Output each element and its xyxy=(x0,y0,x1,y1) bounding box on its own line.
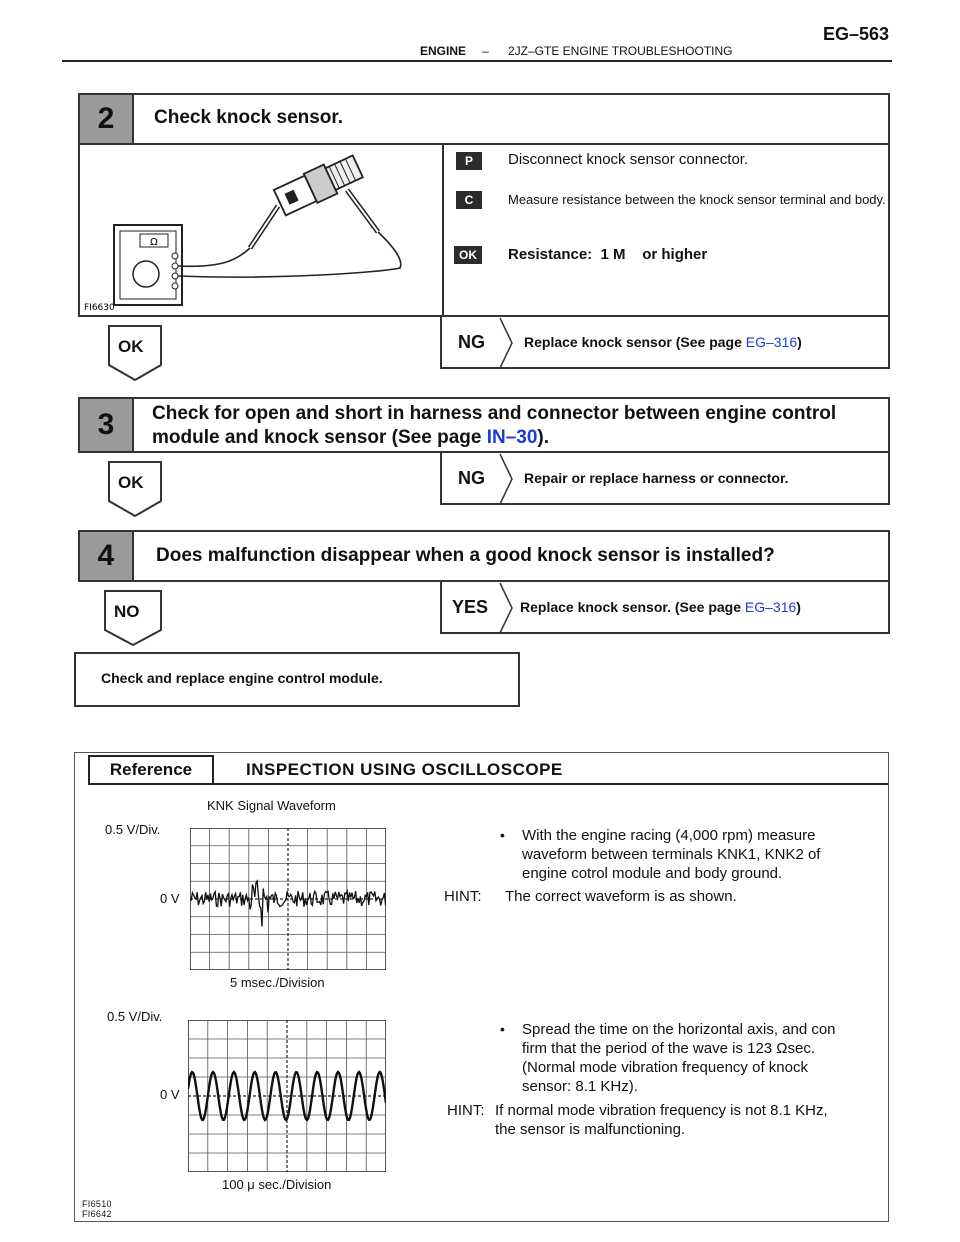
step4-no-tag: NO xyxy=(114,602,140,621)
step3-ng-action: Repair or replace harness or connector. xyxy=(524,470,789,486)
hint-1-label: HINT: xyxy=(444,888,482,905)
bullet-2-line2: firm that the period of the wave is 123 Ωsec. xyxy=(522,1040,816,1057)
page-number: EG–563 xyxy=(823,24,890,44)
bullet-1-line1: With the engine racing (4,000 rpm) measure xyxy=(522,827,816,844)
bullet-2-line4: sensor: 8.1 KHz). xyxy=(522,1078,638,1095)
hint-2-label: HINT: xyxy=(447,1102,485,1119)
bullet-2-line1: Spread the time on the horizontal axis, and con xyxy=(522,1021,836,1038)
osc1-zero-label: 0 V xyxy=(160,891,180,906)
oscilloscope-2 xyxy=(188,1020,386,1172)
reference-title: INSPECTION USING OSCILLOSCOPE xyxy=(246,760,563,779)
resistance-spec: Resistance: 1 M or higher xyxy=(508,246,708,263)
step-number-3: 3 xyxy=(78,397,134,453)
knock-sensor-ohmmeter-diagram xyxy=(82,150,437,313)
hint-2-line2: the sensor is malfunctioning. xyxy=(495,1121,686,1138)
hint-1-text: The correct waveform is as shown. xyxy=(505,888,737,905)
step4-yes-action: Replace knock sensor. (See page EG–316) xyxy=(520,599,801,615)
final-action-text: Check and replace engine control module. xyxy=(101,670,383,686)
check-icon: C xyxy=(456,191,482,209)
waveform-title: KNK Signal Waveform xyxy=(207,798,336,813)
step3-title-line2: module and knock sensor (See page IN–30). xyxy=(152,427,550,448)
oscilloscope-1 xyxy=(190,828,386,970)
hint-2-line1: If normal mode vibration frequency is not 8.1 KHz, xyxy=(495,1102,828,1119)
header-dash: – xyxy=(482,44,489,58)
link-eg-316[interactable]: EG–316 xyxy=(745,334,798,350)
step2-ok-tag: OK xyxy=(118,337,144,356)
step2-ng-action: Replace knock sensor (See page EG–316) xyxy=(524,334,802,350)
bullet-1-line2: waveform between terminals KNK1, KNK2 of xyxy=(522,846,821,863)
link-eg-316-b[interactable]: EG–316 xyxy=(744,599,797,615)
step-number-4: 4 xyxy=(78,530,134,582)
step2-ng-tag: NG xyxy=(458,332,485,352)
header-subtitle: 2JZ–GTE ENGINE TROUBLESHOOTING xyxy=(508,44,733,58)
header-section: ENGINE xyxy=(420,44,467,58)
step2-divider xyxy=(442,145,444,317)
step3-ng-tag: NG xyxy=(458,468,485,488)
link-in-30[interactable]: IN–30 xyxy=(486,427,538,448)
header-rule xyxy=(62,60,892,62)
osc1-time-label: 5 msec./Division xyxy=(230,975,325,990)
bullet-2-line3: (Normal mode vibration frequency of knock xyxy=(522,1059,808,1076)
osc2-vdiv-label: 0.5 V/Div. xyxy=(107,1009,163,1024)
reference-rule xyxy=(214,783,888,785)
osc2-time-label: 100 μ sec./Division xyxy=(222,1177,332,1192)
figure-id-fi6630: FI6630 xyxy=(84,303,115,313)
figure-id-fi6510: FI6510 xyxy=(82,1199,112,1209)
figure-id-fi6642: FI6642 xyxy=(82,1209,112,1219)
step2-title: Check knock sensor. xyxy=(154,107,344,128)
step4-title: Does malfunction disappear when a good knock sensor is installed? xyxy=(156,545,775,566)
step3-ok-tag: OK xyxy=(118,473,144,492)
reference-tag: Reference xyxy=(88,755,214,785)
step3-title-line1: Check for open and short in harness and connector between engine control xyxy=(152,403,837,424)
osc1-vdiv-label: 0.5 V/Div. xyxy=(105,822,161,837)
bullet-1-line3: engine cotrol module and body ground. xyxy=(522,865,783,882)
bullet-1-icon: • xyxy=(500,827,505,843)
osc2-zero-label: 0 V xyxy=(160,1087,180,1102)
check-text: Measure resistance between the knock sensor terminal and body. xyxy=(508,192,886,207)
prep-text: Disconnect knock sensor connector. xyxy=(508,151,749,168)
ohm-symbol: Ω xyxy=(150,237,158,248)
prep-icon: P xyxy=(456,152,482,170)
step-number-2: 2 xyxy=(78,93,134,145)
bullet-2-icon: • xyxy=(500,1021,505,1037)
ok-icon: OK xyxy=(454,246,482,264)
step4-yes-tag: YES xyxy=(452,597,489,617)
